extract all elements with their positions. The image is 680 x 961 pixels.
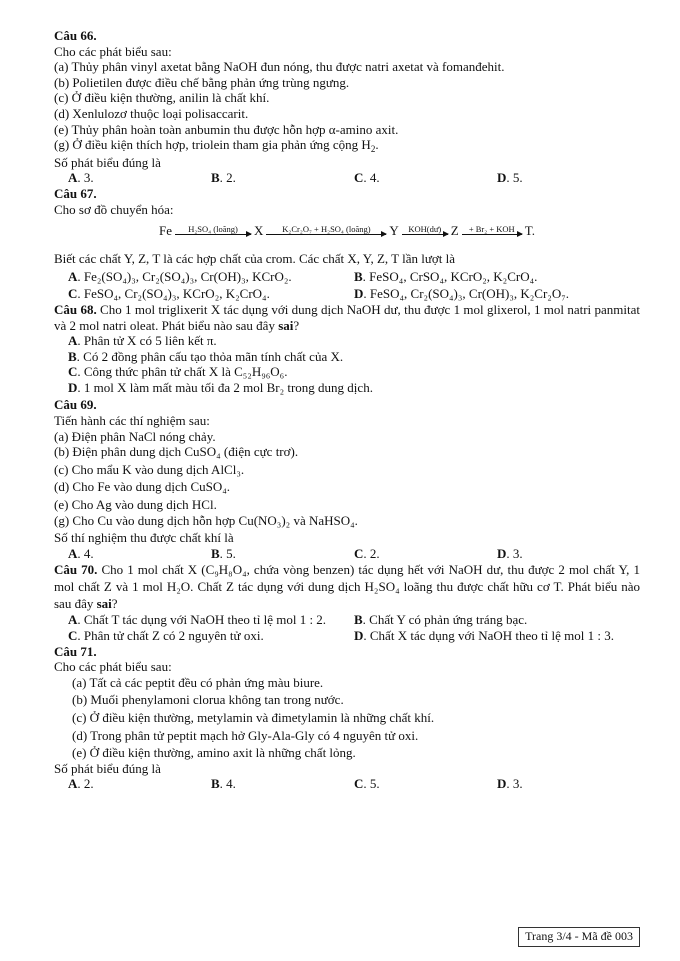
option-letter: A (68, 545, 78, 561)
option-b[interactable] (211, 546, 354, 562)
option-b[interactable] (211, 776, 354, 792)
option-text: . Chất Y có phản ứng tráng bạc. (362, 612, 528, 628)
option-text: . Phân tử chất Z có 2 nguyên tử oxi. (77, 628, 264, 643)
option-letter: D (354, 286, 364, 302)
option-letter: D (497, 170, 507, 186)
option-text: . Chất T tác dụng với NaOH theo tỉ lệ mol 1 : 2. (77, 612, 327, 628)
option-letter: C (68, 628, 78, 643)
question-68-stem (54, 302, 640, 333)
option-a[interactable] (68, 170, 211, 186)
reaction-arrow-1 (175, 225, 251, 239)
question-71-title: Câu 71. (54, 643, 97, 659)
option-c[interactable] (354, 546, 497, 562)
option-text: . 2. (363, 545, 380, 561)
option-text: . 5. (219, 545, 236, 561)
statement-b: (b) Muối phenylamoni clorua không tan trong nước. (72, 692, 344, 708)
option-letter: B (211, 170, 220, 186)
question-66-prompt: Số phát biểu đúng là (54, 154, 161, 170)
option-letter: A (68, 776, 78, 792)
statement-c: (c) Ở điều kiện thường, metylamin và đimetylamin là những chất khí. (72, 709, 435, 725)
option-d[interactable] (354, 628, 640, 644)
question-70-options-row2 (54, 628, 640, 644)
statement-b: (b) Polietilen được điều chế bằng phản ứng trùng ngưng. (54, 74, 350, 90)
experiment-c: (c) Cho mẩu K vào dung dịch AlCl₃. (54, 461, 245, 477)
question-69-intro: Tiến hành các thí nghiệm sau: (54, 413, 210, 429)
question-66-intro: Cho các phát biểu sau: (54, 43, 172, 59)
option-text: . 4. (363, 170, 380, 186)
question-70-end: ? (111, 596, 118, 612)
option-letter: D (354, 628, 364, 643)
statement-g-end: . (375, 137, 379, 153)
question-70-text: Cho 1 mol chất X (C₉H₈O₄, chứa vòng benzen) tác dụng hết với NaOH dư, thu được 2 mol chất Y, 1 mol chất Z và 1 mol H₂O. Chất Z tác dụng với dung dịch H₂SO₄ loãng thu được chất hữu cơ T. Phát biểu nào sau đây (54, 562, 640, 612)
reaction-arrow-3 (402, 225, 448, 239)
option-text: . 1 mol X làm mất màu tối đa 2 mol Br₂ trong dung dịch. (77, 379, 373, 395)
exam-page (54, 28, 640, 792)
question-67-prompt: Biết các chất Y, Z, T là các hợp chất của crom. Các chất X, Y, Z, T lần lượt là (54, 251, 456, 267)
option-letter: A (68, 612, 78, 628)
statement-a: (a) Tất cả các peptit đều có phản ứng màu biure. (72, 674, 324, 690)
arrow-1-label: H₂SO₄ (loãng) (188, 223, 238, 234)
reaction-arrow-4 (462, 225, 522, 239)
question-70-options-row1 (54, 612, 640, 628)
option-c[interactable] (68, 286, 354, 302)
question-70-stem (54, 561, 640, 612)
question-69-prompt: Số thí nghiệm thu được chất khí là (54, 530, 234, 546)
option-c[interactable] (354, 170, 497, 186)
question-71-intro: Cho các phát biểu sau: (54, 659, 172, 675)
option-text: . 5. (363, 776, 380, 792)
option-letter: C (354, 776, 364, 792)
option-b[interactable] (211, 170, 354, 186)
option-text: . 3. (77, 170, 94, 186)
experiment-b: (b) Điện phân dung dịch CuSO₄ (điện cực trơ). (54, 444, 299, 460)
reaction-scheme (54, 223, 640, 243)
statement-e: (e) Ở điều kiện thường, amino axit là những chất lỏng. (72, 745, 356, 761)
option-letter: C (68, 286, 78, 302)
scheme-fe: Fe (159, 223, 173, 239)
question-68-end: ? (293, 317, 300, 333)
option-d[interactable] (54, 380, 640, 396)
question-67-intro: Cho sơ đồ chuyển hóa: (54, 201, 174, 217)
option-letter: B (354, 612, 363, 628)
option-text: . 5. (506, 170, 523, 186)
option-a[interactable] (54, 333, 640, 349)
option-c[interactable] (54, 364, 640, 380)
question-67-options-row2 (54, 286, 640, 302)
experiment-a: (a) Điện phân NaCl nóng chảy. (54, 428, 216, 444)
question-71-options (54, 776, 640, 792)
option-letter: C (68, 364, 78, 380)
reaction-arrow-2 (266, 225, 386, 239)
experiment-g: (g) Cho Cu vào dung dịch hỗn hợp Cu(NO₃)₂ và NaHSO₄. (54, 512, 358, 528)
option-d[interactable] (497, 776, 640, 792)
option-letter: C (354, 545, 364, 561)
option-c[interactable] (68, 628, 354, 644)
statement-a: (a) Thủy phân vinyl axetat bằng NaOH đun nóng, thu được natri axetat và fomanđehit. (54, 59, 505, 75)
question-70-title: Câu 70. (54, 562, 98, 578)
question-67-title: Câu 67. (54, 185, 97, 201)
option-text: . FeSO₄, Cr₂(SO₄)₃, Cr(OH)₃, K₂Cr₂O₇. (363, 286, 570, 302)
statement-g (54, 137, 640, 153)
question-68-title: Câu 68. (54, 301, 97, 317)
option-letter: B (68, 348, 77, 364)
option-text: . Công thức phân tử chất X là C₅₂H₉₆O₆. (77, 364, 288, 380)
scheme-t: T. (524, 223, 535, 239)
option-text: . Fe₂(SO₄)₃, Cr₂(SO₄)₃, Cr(OH)₃, KCrO₂. (77, 268, 292, 284)
option-text: . 3. (506, 776, 523, 792)
option-a[interactable] (68, 776, 211, 792)
option-letter: B (211, 545, 220, 561)
option-text: . FeSO₄, CrSO₄, KCrO₂, K₂CrO₄. (362, 268, 538, 284)
option-text: . 4. (219, 776, 236, 792)
statement-d: (d) Trong phân tử peptit mạch hở Gly-Ala-Gly có 4 nguyên tử oxi. (72, 727, 419, 743)
question-68-emphasis: sai (278, 317, 294, 333)
option-letter: D (68, 379, 78, 395)
option-b[interactable] (354, 269, 640, 285)
experiment-e: (e) Cho Ag vào dung dịch HCl. (54, 497, 217, 513)
option-text: . Chất X tác dụng với NaOH theo tỉ lệ mol 1 : 3. (363, 628, 614, 643)
question-68-text: Cho 1 mol triglixerit X tác dụng với dung dịch NaOH dư, thu được 1 mol glixerol, 1 mol natri panmitat và 2 mol natri oleat. Phát biểu nào sau đây (54, 301, 640, 333)
option-a[interactable] (68, 269, 354, 285)
statement-e: (e) Thủy phân hoàn toàn anbumin thu được hỗn hợp α-amino axit. (54, 121, 399, 137)
question-66-options (54, 170, 640, 186)
option-a[interactable] (68, 612, 354, 628)
question-69-options (54, 546, 640, 562)
question-70-emphasis: sai (96, 596, 112, 612)
option-letter: A (68, 170, 78, 186)
option-d[interactable] (354, 286, 640, 302)
scheme-y: Y (389, 223, 399, 239)
option-letter: A (68, 268, 78, 284)
option-a[interactable] (68, 546, 211, 562)
page-footer: Trang 3/4 - Mã đề 003 (518, 927, 640, 947)
option-c[interactable] (354, 776, 497, 792)
option-letter: C (354, 170, 364, 186)
scheme-z: Z (450, 223, 459, 239)
statement-g-subscript: 2 (370, 144, 376, 155)
statement-c: (c) Ở điều kiện thường, anilin là chất khí. (54, 90, 270, 106)
option-letter: D (497, 776, 507, 792)
option-text: . 2. (219, 170, 236, 186)
option-text: . 2. (77, 776, 94, 792)
question-67-options-row1 (54, 269, 640, 285)
option-b[interactable] (354, 612, 640, 628)
question-71-prompt: Số phát biểu đúng là (54, 760, 161, 776)
statement-d: (d) Xenlulozơ thuộc loại polisaccarit. (54, 105, 249, 121)
option-text: . 3. (506, 545, 523, 561)
option-letter: B (211, 776, 220, 792)
statement-g-text: (g) Ở điều kiện thích hợp, triolein tham gia phản ứng cộng H (54, 137, 371, 153)
scheme-x: X (254, 223, 264, 239)
option-letter: A (68, 333, 78, 349)
arrow-4-label: + Br₂ + KOH (468, 223, 515, 234)
option-d[interactable] (497, 170, 640, 186)
question-69-title: Câu 69. (54, 397, 97, 413)
option-b[interactable] (54, 349, 640, 365)
experiment-d: (d) Cho Fe vào dung dịch CuSO₄. (54, 479, 231, 495)
option-text: . FeSO₄, Cr₂(SO₄)₃, KCrO₂, K₂CrO₄. (77, 286, 270, 302)
option-text: . Phân tử X có 5 liên kết π. (77, 333, 217, 349)
option-text: . Có 2 đồng phân cấu tạo thỏa mãn tính chất của X. (76, 348, 344, 364)
question-66-title: Câu 66. (54, 28, 97, 43)
arrow-3-label: KOH(dư) (408, 223, 442, 234)
option-letter: D (497, 545, 507, 561)
arrow-2-label: K₂Cr₂O₇ + H₂SO₄ (loãng) (282, 223, 371, 234)
option-letter: B (354, 268, 363, 284)
option-d[interactable] (497, 546, 640, 562)
option-text: . 4. (77, 545, 94, 561)
